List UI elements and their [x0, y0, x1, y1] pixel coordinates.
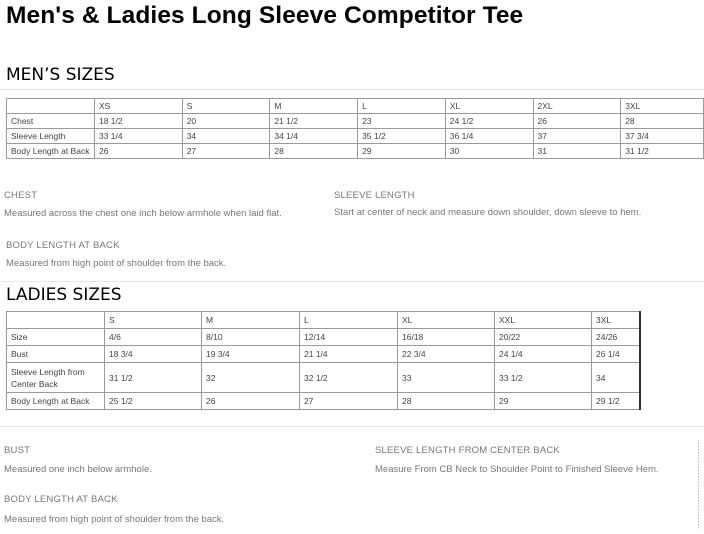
table-cell: 31 1/2 — [105, 363, 202, 393]
sleeve-length-description: Start at center of neck and measure down shoulder, down sleeve to hem. — [334, 207, 642, 218]
row-label-cell: Chest — [7, 114, 95, 129]
table-cell: 33 1/4 — [94, 129, 182, 144]
table-cell: 34 — [182, 129, 270, 144]
table-cell: 23 — [358, 114, 446, 129]
table-header-cell: XL — [445, 99, 533, 114]
table-header-cell: M — [202, 312, 300, 329]
table-cell: 26 — [533, 114, 621, 129]
table-cell: 29 1/2 — [592, 393, 640, 410]
table-cell: 21 1/4 — [300, 346, 398, 363]
divider — [0, 89, 704, 90]
table-header-row — [7, 99, 704, 114]
row-label-cell: Size — [7, 329, 105, 346]
table-cell: 24 1/4 — [495, 346, 592, 363]
divider — [0, 281, 704, 282]
table-cell: 29 — [358, 144, 446, 159]
table-header-cell — [7, 312, 105, 329]
table-header-cell: 3XL — [592, 312, 640, 329]
table-cell: 34 — [592, 363, 640, 393]
table-header-cell: S — [182, 99, 270, 114]
table-row — [7, 114, 704, 129]
table-cell: 32 1/2 — [300, 363, 398, 393]
ladies-body-length-label: BODY LENGTH AT BACK — [4, 494, 118, 505]
ladies-sizes-heading: LADIES SIZES — [6, 285, 122, 305]
table-cell: 33 1/2 — [495, 363, 592, 393]
table-cell: 22 3/4 — [398, 346, 495, 363]
chest-label: CHEST — [4, 190, 38, 201]
table-cell: 12/14 — [300, 329, 398, 346]
table-cell: 36 1/4 — [445, 129, 533, 144]
table-header-cell: S — [105, 312, 202, 329]
table-cell: 16/18 — [398, 329, 495, 346]
table-header-cell: XS — [94, 99, 182, 114]
table-header-cell: L — [358, 99, 446, 114]
table-cell: 29 — [495, 393, 592, 410]
table-cell: 26 — [202, 393, 300, 410]
mens-body-length-label: BODY LENGTH AT BACK — [6, 240, 120, 251]
table-cell: 35 1/2 — [358, 129, 446, 144]
row-label-cell: Sleeve Length — [7, 129, 95, 144]
table-cell: 24 1/2 — [445, 114, 533, 129]
table-cell: 27 — [300, 393, 398, 410]
sleeve-length-label: SLEEVE LENGTH — [334, 190, 415, 201]
table-cell: 34 1/4 — [270, 129, 358, 144]
table-header-cell: XXL — [495, 312, 592, 329]
table-cell: 20 — [182, 114, 270, 129]
table-cell: 28 — [621, 114, 704, 129]
table-cell: 31 1/2 — [621, 144, 704, 159]
mens-sizes-heading: MEN’S SIZES — [6, 65, 115, 85]
table-row — [7, 144, 704, 159]
ladies-body-length-description: Measured from high point of shoulder from the back. — [4, 514, 225, 525]
table-header-cell: XL — [398, 312, 495, 329]
row-label-cell: Body Length at Back — [7, 144, 95, 159]
table-header-cell: 3XL — [621, 99, 704, 114]
chest-description: Measured across the chest one inch below armhole when laid flat. — [4, 208, 282, 219]
table-header-cell: L — [300, 312, 398, 329]
table-cell: 37 3/4 — [621, 129, 704, 144]
bust-label: BUST — [4, 445, 31, 456]
table-row — [7, 346, 640, 363]
table-cell: 21 1/2 — [270, 114, 358, 129]
table-cell: 37 — [533, 129, 621, 144]
row-label-cell: Sleeve Length from Center Back — [7, 363, 105, 393]
table-cell: 8/10 — [202, 329, 300, 346]
table-cell: 25 1/2 — [105, 393, 202, 410]
bust-description: Measured one inch below armhole. — [4, 464, 152, 475]
table-header-cell: M — [270, 99, 358, 114]
table-cell: 26 — [94, 144, 182, 159]
table-cell: 33 — [398, 363, 495, 393]
table-header-cell: 2XL — [533, 99, 621, 114]
table-row — [7, 129, 704, 144]
dotted-edge — [698, 440, 699, 530]
table-cell: 19 3/4 — [202, 346, 300, 363]
divider — [0, 426, 704, 427]
table-cell: 31 — [533, 144, 621, 159]
table-header-cell — [7, 99, 95, 114]
table-row — [7, 329, 640, 346]
row-label-cell: Bust — [7, 346, 105, 363]
mens-size-table — [6, 98, 704, 159]
table-row — [7, 363, 640, 393]
table-cell: 24/26 — [592, 329, 640, 346]
page-title: Men's & Ladies Long Sleeve Competitor Tee — [6, 2, 524, 29]
table-cell: 28 — [270, 144, 358, 159]
table-cell: 18 1/2 — [94, 114, 182, 129]
mens-body-length-description: Measured from high point of shoulder from the back. — [6, 258, 227, 269]
table-cell: 27 — [182, 144, 270, 159]
sleeve-length-center-back-description: Measure From CB Neck to Shoulder Point to Finished Sleeve Hem. — [375, 464, 659, 475]
table-cell: 32 — [202, 363, 300, 393]
table-cell: 28 — [398, 393, 495, 410]
ladies-size-table — [6, 311, 641, 410]
table-cell: 18 3/4 — [105, 346, 202, 363]
table-cell: 4/6 — [105, 329, 202, 346]
sleeve-length-center-back-label: SLEEVE LENGTH FROM CENTER BACK — [375, 445, 560, 456]
table-header-row — [7, 312, 640, 329]
table-cell: 26 1/4 — [592, 346, 640, 363]
table-cell: 30 — [445, 144, 533, 159]
table-cell: 20/22 — [495, 329, 592, 346]
row-label-cell: Body Length at Back — [7, 393, 105, 410]
table-row — [7, 393, 640, 410]
